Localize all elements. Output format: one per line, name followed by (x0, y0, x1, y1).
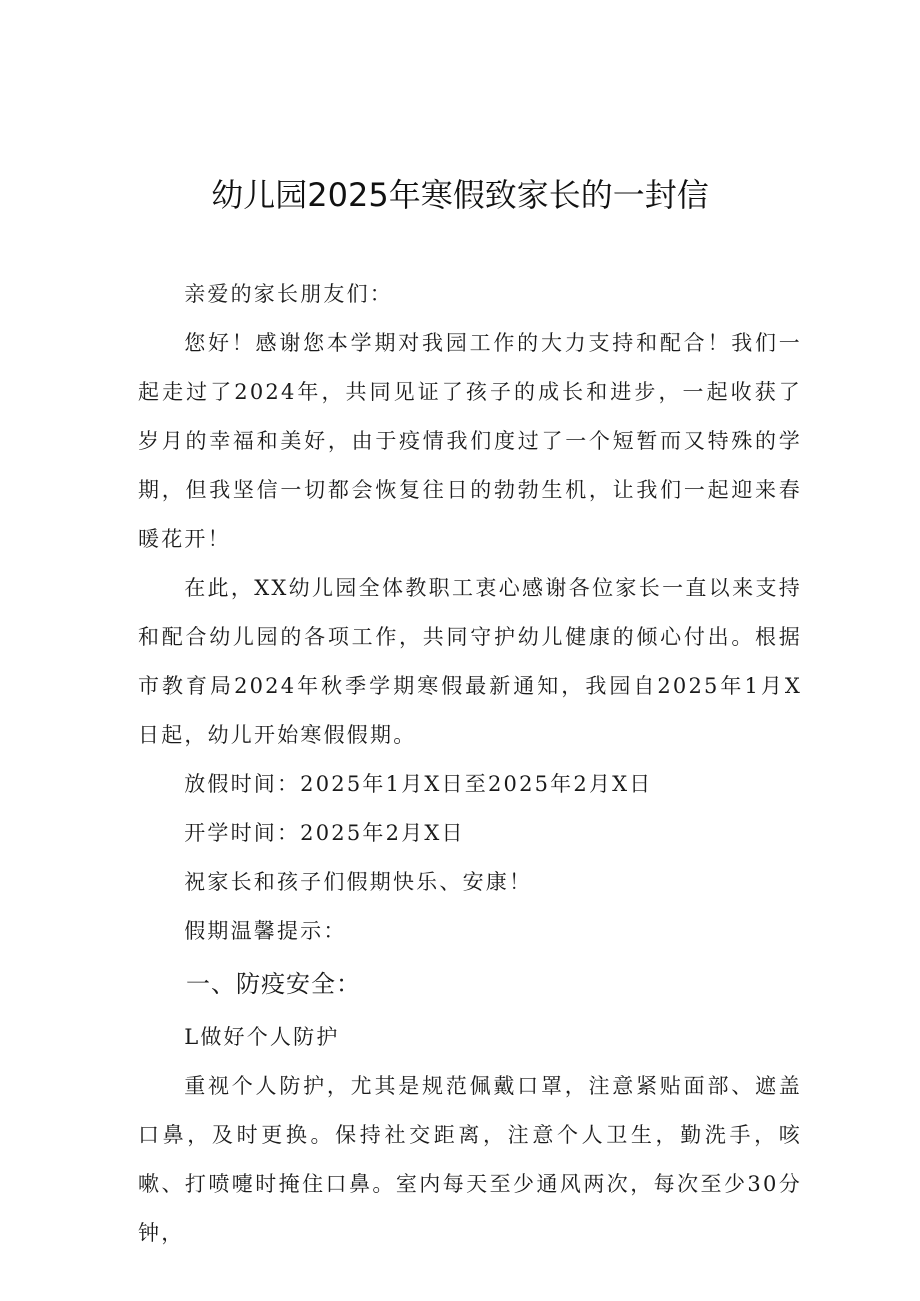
paragraph-protection: 重视个人防护，尤其是规范佩戴口罩，注意紧贴面部、遮盖口鼻，及时更换。保持社交距离，注意个人卫生，勤洗手，咳嗽、打喷嚏时掩住口鼻。室内每天至少通风两次，每次至少30分钟， (138, 1074, 802, 1245)
document-body (138, 270, 802, 1258)
subheading-personal-protection: L做好个人防护 (184, 1025, 340, 1049)
paragraph-thanks: 您好！感谢您本学期对我园工作的大力支持和配合！我们一起走过了2024年，共同见证了孩子的成长和进步，一起收获了岁月的幸福和美好，由于疫情我们度过了一个短暂而又特殊的学期，但我坚信一切都会恢复往日的勃勃生机，让我们一起迎来春暖花开！ (138, 331, 802, 551)
school-start-time: 开学时间：2025年2月X日 (184, 821, 465, 845)
paragraph-notice: 在此，XX幼儿园全体教职工衷心感谢各位家长一直以来支持和配合幼儿园的各项工作，共同守护幼儿健康的倾心付出。根据市教育局2024年秋季学期寒假最新通知，我园自2025年1月X日起，幼儿开始寒假假期。 (138, 576, 802, 747)
section-heading-epidemic-safety: 一、防疫安全： (186, 970, 361, 998)
tips-intro: 假期温馨提示： (184, 919, 347, 943)
greeting: 亲爱的家长朋友们： (184, 282, 393, 306)
holiday-time: 放假时间：2025年1月X日至2025年2月X日 (184, 772, 653, 796)
wish-line: 祝家长和孩子们假期快乐、安康！ (184, 870, 533, 894)
document-title: 幼儿园2025年寒假致家长的一封信 (211, 176, 709, 214)
